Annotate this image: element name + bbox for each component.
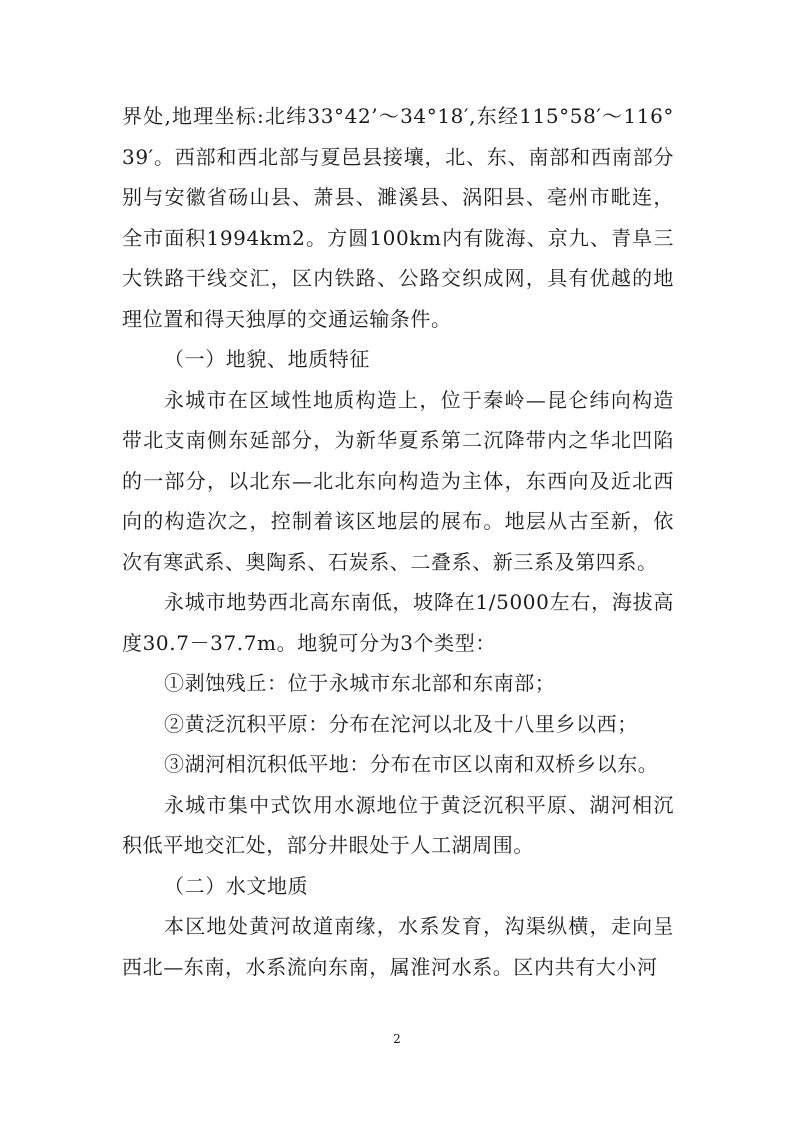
document-body — [122, 96, 674, 987]
list-item-landform-2: ②黄泛沉积平原：分布在沱河以北及十八里乡以西； — [164, 711, 638, 736]
list-item-landform-3: ③湖河相沉积低平地：分布在市区以南和双桥乡以东。 — [164, 752, 659, 776]
paragraph-water-source: 永城市集中式饮用水源地位于黄泛沉积平原、湖河相沉积低平地交汇处，部分井眼处于人工湖周围。 — [122, 792, 674, 857]
paragraph-hydrology: 本区地处黄河故道南缘，水系发育，沟渠纵横，走向呈西北—东南，水系流向东南，属淮河水系。区内共有大小河 — [122, 914, 674, 979]
paragraph-geologic-structure: 永城市在区域性地质构造上，位于秦岭—昆仑纬向构造带北支南侧东延部分，为新华夏系第二沉降带内之华北凹陷的一部分，以北东—北北东向构造为主体，东西向及近北西向的构造次之，控制着该区地层的展布。地层从古至新，依次有寒武系、奥陶系、石炭系、二叠系、新三系及第四系。 — [122, 387, 674, 574]
section-heading-hydrogeology: （二）水文地质 — [164, 873, 309, 898]
page-number: 2 — [393, 1032, 401, 1046]
paragraph-terrain: 永城市地势西北高东南低，坡降在1/5000左右，海拔高度30.7－37.7m。地貌可分为3个类型： — [122, 590, 674, 655]
section-heading-landform-geology: （一）地貌、地质特征 — [164, 347, 370, 371]
list-item-landform-1: ①剥蚀残丘：位于永城市东北部和东南部； — [164, 671, 556, 695]
paragraph-geography-location: 界处,地理坐标:北纬33°42’～34°18′,东经115°58′～116°39′。西部和西北部与夏邑县接壤，北、东、南部和西南部分别与安徽省砀山县、萧县、濉溪县、涡阳县、亳州市毗连，全市面积1994km2。方圆100km内有陇海、京九、青阜三大铁路干线交汇，区内铁路、公路交织成网，具有优越的地理位置和得天独厚的交通运输条件。 — [122, 104, 674, 331]
